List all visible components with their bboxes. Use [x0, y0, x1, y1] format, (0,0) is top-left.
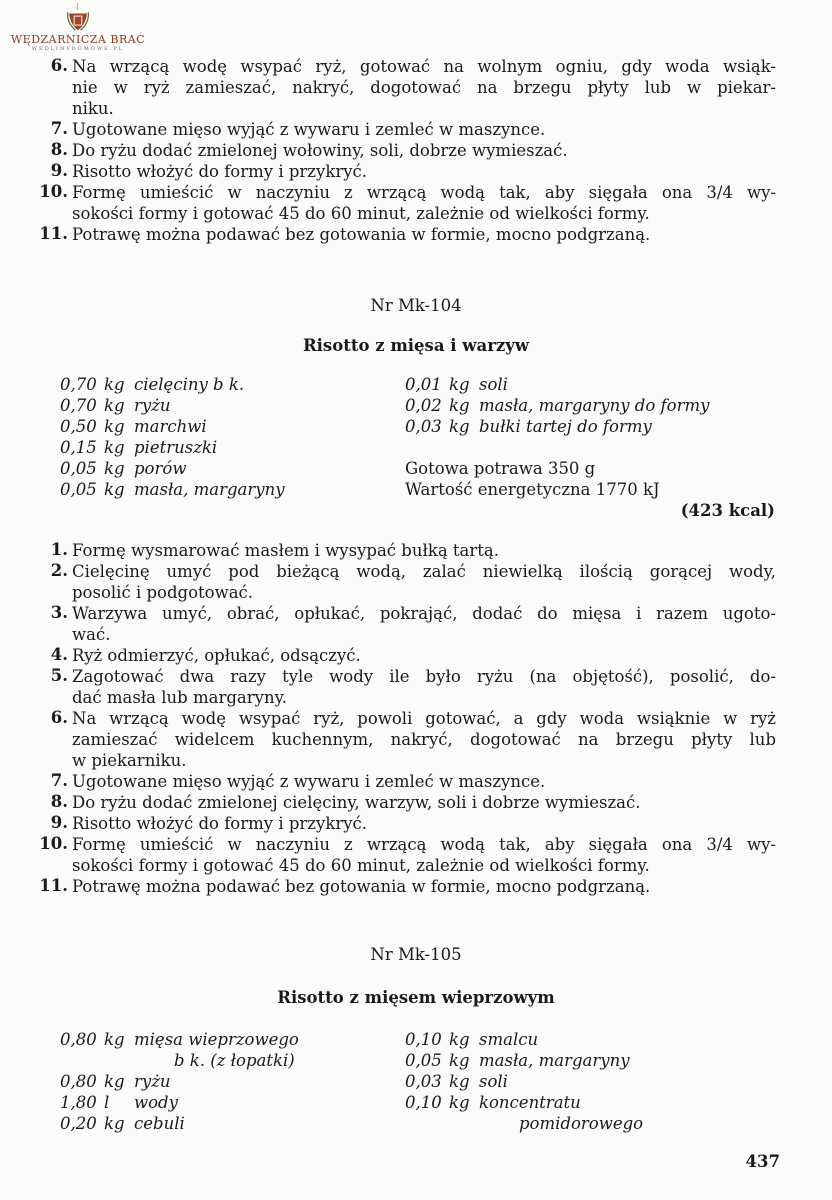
ingredient	[405, 1071, 643, 1092]
step-line: Na wrzącą wodę wsypać ryż, gotować na wolnym ogniu, gdy woda wsiąk-	[72, 57, 776, 76]
step-line: niku.	[72, 99, 114, 118]
ingredient-name: porów	[134, 459, 187, 478]
ingredient-unit: kg	[449, 1051, 470, 1070]
ingredient-unit: kg	[449, 396, 470, 415]
step-number: 1.	[50, 540, 68, 559]
ingredient-unit: kg	[449, 375, 470, 394]
ingredient	[60, 395, 285, 416]
ingredient	[405, 1050, 643, 1071]
step-line: Na wrzącą wodę wsypać ryż, powoli gotować, a gdy woda wsiąknie w ryż	[72, 709, 776, 728]
ingredient-quantity: 0,10	[405, 1093, 442, 1112]
step-line: Zagotować dwa razy tyle wody ile było ryżu (na objętość), posolić, do-	[72, 667, 776, 686]
step-number: 5.	[50, 666, 68, 685]
ingredient-quantity: 0,02	[405, 396, 442, 415]
step	[36, 666, 776, 708]
ingredient-quantity: 0,05	[60, 459, 97, 478]
previous-recipe-steps	[36, 56, 776, 245]
step-number: 7.	[50, 119, 68, 138]
ingredient-name: cielęciny b k.	[134, 375, 245, 394]
kcal: (423 kcal)	[680, 501, 775, 520]
step-line: Do ryżu dodać zmielonej cielęciny, warzyw, soli i dobrze wymieszać.	[72, 793, 641, 812]
step-line: zamieszać widelcem kuchennym, nakryć, dogotować na brzegu płyty lub	[72, 730, 776, 749]
ingredient	[60, 437, 285, 458]
ingredient-name: cebuli	[134, 1114, 185, 1133]
step-number: 2.	[50, 561, 68, 580]
ingredient-unit: kg	[104, 459, 125, 478]
ingredient-name: ryżu	[134, 1072, 171, 1091]
energy: Wartość energetyczna 1770 kJ	[405, 480, 660, 499]
step	[36, 561, 776, 603]
step-number: 11.	[39, 224, 68, 243]
ingredient-name: smalcu	[479, 1030, 539, 1049]
ingredient-quantity: 0,03	[405, 417, 442, 436]
ingredient	[405, 416, 709, 437]
ingredient-unit: kg	[449, 1030, 470, 1049]
ingredient-quantity: 0,05	[405, 1051, 442, 1070]
recipe-steps-104	[36, 540, 776, 897]
ingredients-left-104	[60, 374, 285, 500]
ingredient-unit: kg	[104, 438, 125, 457]
recipe-title-105: Risotto z mięsem wieprzowym	[277, 988, 555, 1007]
step-line: Risotto włożyć do formy i przykryć.	[72, 814, 368, 833]
step	[36, 161, 776, 182]
ingredient	[60, 479, 285, 500]
nutrition-104	[405, 458, 775, 521]
ingredient-name: bułki tartej do formy	[479, 417, 652, 436]
ingredient-unit: l	[104, 1093, 110, 1112]
ingredient-quantity: 0,80	[60, 1030, 97, 1049]
step-number: 4.	[50, 645, 68, 664]
step-line: nie w ryż zamieszać, nakryć, dogotować na brzegu płyty lub w piekar-	[72, 78, 776, 97]
step-line: Formę umieścić w naczyniu z wrzącą wodą tak, aby sięgała ona 3/4 wy-	[72, 183, 776, 202]
ingredient	[60, 416, 285, 437]
ingredient-quantity: 0,03	[405, 1072, 442, 1091]
ingredient-name: masła, margaryny	[479, 1051, 630, 1070]
page-number: 437	[745, 1152, 780, 1171]
ingredient-unit: kg	[104, 1030, 125, 1049]
step-line: posolić i podgotować.	[72, 583, 254, 602]
logo-site: WEDLINYDOMOWE.PL	[31, 46, 125, 52]
step	[36, 182, 776, 224]
ingredient	[60, 1071, 299, 1092]
step	[36, 224, 776, 245]
ingredient-quantity: 0,70	[60, 375, 97, 394]
step-line: Do ryżu dodać zmielonej wołowiny, soli, dobrze wymieszać.	[72, 141, 568, 160]
step-number: 8.	[50, 140, 68, 159]
ingredient-unit: kg	[104, 417, 125, 436]
step	[36, 834, 776, 876]
ingredient	[60, 1029, 299, 1050]
ingredient	[60, 1092, 299, 1113]
ingredient	[60, 458, 285, 479]
step	[36, 645, 776, 666]
step	[36, 56, 776, 119]
step	[36, 708, 776, 771]
ingredient-name: soli	[479, 375, 508, 394]
ingredient-name: b k. (z łopatki)	[174, 1051, 295, 1070]
ingredient-quantity: 0,05	[60, 480, 97, 499]
ingredient	[60, 1050, 299, 1071]
ingredient	[405, 1092, 643, 1113]
step-line: w piekarniku.	[72, 751, 187, 770]
logo-name: WĘDZARNICZA BRAĆ	[10, 33, 146, 46]
ingredient-name: pomidorowego	[519, 1114, 644, 1133]
recipe-title-104: Risotto z mięsa i warzyw	[302, 336, 530, 355]
ingredient	[405, 1029, 643, 1050]
ingredient-quantity: 0,10	[405, 1030, 442, 1049]
step	[36, 771, 776, 792]
yield: Gotowa potrawa 350 g	[405, 459, 596, 478]
step-number: 9.	[50, 813, 68, 832]
step-number: 10.	[39, 834, 68, 853]
step-line: Risotto włożyć do formy i przykryć.	[72, 162, 368, 181]
step-number: 6.	[50, 708, 68, 727]
step-line: Ryż odmierzyć, opłukać, odsączyć.	[72, 646, 361, 665]
step-line: dać masła lub margaryny.	[72, 688, 287, 707]
ingredient-name: pietruszki	[134, 438, 218, 457]
ingredient-name: masła, margaryny	[134, 480, 285, 499]
ingredient-unit: kg	[104, 396, 125, 415]
ingredients-left-105	[60, 1029, 299, 1134]
step-line: Potrawę można podawać bez gotowania w formie, mocno podgrzaną.	[72, 225, 651, 244]
step	[36, 792, 776, 813]
ingredient-unit: kg	[449, 417, 470, 436]
ingredient	[405, 1113, 643, 1134]
ingredient	[60, 374, 285, 395]
step-number: 7.	[50, 771, 68, 790]
step-line: sokości formy i gotować 45 do 60 minut, zależnie od wielkości formy.	[72, 204, 650, 223]
step	[36, 140, 776, 161]
ingredient	[405, 374, 709, 395]
step-line: Warzywa umyć, obrać, opłukać, pokrająć, dodać do mięsa i razem ugoto-	[72, 604, 776, 623]
recipe-number-104: Nr Mk-104	[370, 296, 462, 315]
ingredient-name: wody	[134, 1093, 178, 1112]
ingredient-name: soli	[479, 1072, 508, 1091]
recipe-number-105: Nr Mk-105	[370, 945, 462, 964]
ingredient-name: marchwi	[134, 417, 207, 436]
ingredients-right-104	[405, 374, 709, 437]
ingredient-name: masła, margaryny do formy	[479, 396, 710, 415]
ingredient-quantity: 0,20	[60, 1114, 97, 1133]
step-number: 10.	[39, 182, 68, 201]
step	[36, 876, 776, 897]
ingredient-unit: kg	[449, 1093, 470, 1112]
ingredient-name: koncentratu	[479, 1093, 581, 1112]
ingredient	[405, 395, 709, 416]
ingredient-unit: kg	[104, 375, 125, 394]
ingredient-unit: kg	[104, 1114, 125, 1133]
smokehouse-crest-icon	[65, 2, 91, 34]
step	[36, 603, 776, 645]
ingredient-name: ryżu	[134, 396, 171, 415]
ingredient-quantity: 0,70	[60, 396, 97, 415]
ingredient-unit: kg	[449, 1072, 470, 1091]
step-line: Ugotowane mięso wyjąć z wywaru i zemleć w maszynce.	[72, 772, 546, 791]
step-line: sokości formy i gotować 45 do 60 minut, zależnie od wielkości formy.	[72, 856, 650, 875]
ingredient-quantity: 0,01	[405, 375, 442, 394]
step-number: 11.	[39, 876, 68, 895]
ingredient-quantity: 0,15	[60, 438, 97, 457]
step-number: 9.	[50, 161, 68, 180]
step	[36, 119, 776, 140]
step-line: Formę umieścić w naczyniu z wrzącą wodą tak, aby sięgała ona 3/4 wy-	[72, 835, 776, 854]
step-number: 6.	[50, 56, 68, 75]
ingredient-name: mięsa wieprzowego	[134, 1030, 299, 1049]
step-number: 8.	[50, 792, 68, 811]
step-line: Potrawę można podawać bez gotowania w formie, mocno podgrzaną.	[72, 877, 651, 896]
step	[36, 813, 776, 834]
ingredient-unit: kg	[104, 480, 125, 499]
step-line: Formę wysmarować masłem i wysypać bułką tartą.	[72, 541, 499, 560]
step-line: Ugotowane mięso wyjąć z wywaru i zemleć w maszynce.	[72, 120, 546, 139]
step-number: 3.	[50, 603, 68, 622]
ingredient-quantity: 0,50	[60, 417, 97, 436]
step-line: Cielęcinę umyć pod bieżącą wodą, zalać niewielką ilością gorącej wody,	[72, 562, 776, 581]
step-line: wać.	[72, 625, 111, 644]
ingredient	[60, 1113, 299, 1134]
ingredient-quantity: 1,80	[60, 1093, 97, 1112]
logo	[8, 2, 148, 52]
ingredients-right-105	[405, 1029, 643, 1134]
ingredient-unit: kg	[104, 1072, 125, 1091]
ingredient-quantity: 0,80	[60, 1072, 97, 1091]
step	[36, 540, 776, 561]
